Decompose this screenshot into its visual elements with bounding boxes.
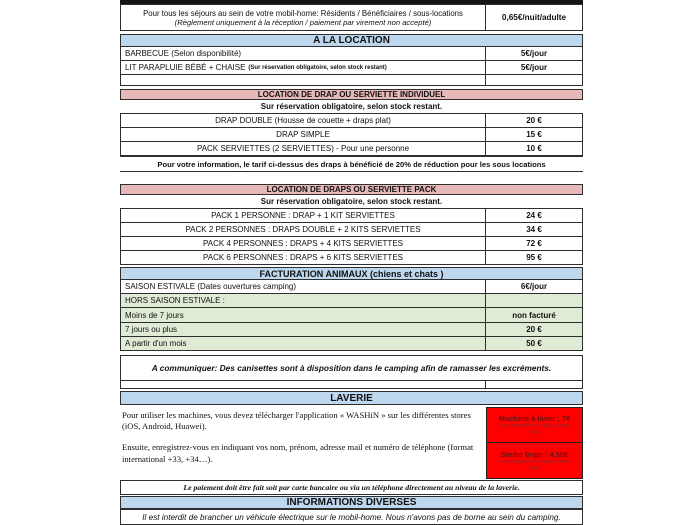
section-header-informations-diverses: INFORMATIONS DIVERSES [120,496,583,509]
animaux-canisettes-note: A communiquer: Des canisettes sont à disposition dans le camping afin de ramasser les excréments. [120,355,583,381]
row-price: 15 € [485,128,582,141]
row-label: DRAP DOUBLE (Housse de couette + draps plat) [215,116,391,125]
row-price: 50 € [485,337,582,350]
table-row [120,251,583,265]
row-label-note: (Sur réservation obligatoire, selon stock restant) [248,64,387,71]
laverie-payment-note: Le paiement doit être fait soit par carte bancaire ou via un téléphone directement au niveau de la laverie. [120,480,583,495]
drap-pack-subheader: Sur réservation obligatoire, selon stock restant. [260,197,443,206]
table-row [120,223,583,237]
table-row [120,128,583,142]
row-price [485,294,582,307]
table-row [120,208,583,223]
laverie-instructions [120,407,486,479]
machine-a-laver-price: Machine à laver : 7€ [498,414,571,424]
row-label: PACK 6 PERSONNES : DRAPS + 6 KITS SERVIETTES [203,253,403,262]
row-label: PACK 2 PERSONNES : DRAPS DOUBLE + 2 KITS SERVIETTES [185,225,421,234]
table-row [120,61,583,75]
drap-individuel-subheader: Sur réservation obligatoire, selon stock restant. [260,102,443,111]
price-sheet [120,0,583,525]
residents-fee-line1: Pour tous les séjours au sein de votre mobil-home: Résidents / Bénéficiaires / sous-locations [143,8,463,18]
row-label: PACK SERVIETTES (2 SERVIETTES) - Pour une personne [196,144,410,153]
table-row [120,294,583,308]
laverie-body [120,407,583,479]
row-price: 24 € [485,209,582,222]
row-price: 20 € [485,323,582,336]
table-row [120,280,583,294]
empty-row [120,381,583,389]
row-label: Moins de 7 jours [125,310,184,320]
section-header-drap-individuel: LOCATION DE DRAP OU SERVIETTE INDIVIDUEL [120,89,583,100]
residents-fee-row [120,4,583,31]
row-price: 5€/jour [485,61,582,74]
row-price: 5€/jour [485,47,582,60]
empty-row [120,75,583,86]
section-header-drap-pack: LOCATION DE DRAPS OU SERVIETTE PACK [120,184,583,195]
table-row [120,47,583,61]
row-price: non facturé [485,308,582,322]
row-price: 6€/jour [485,280,582,293]
row-label: SAISON ESTIVALE (Dates ouvertures camping) [125,282,297,291]
row-price: 10 € [485,142,582,155]
seche-linge-price: Sèche linge : 4,50€ [500,449,569,459]
vehicule-electrique-note: Il est interdit de brancher un véhicule électrique sur le mobil-home. Nous n'avons pas de borne au sein du camping. [120,509,583,525]
section-header-a-la-location: A LA LOCATION [120,34,583,47]
drap-individuel-footnote: Pour votre information, le tarif ci-dessus des draps à bénéficié de 20% de réduction pour les sous locations [120,156,583,172]
row-price: 72 € [485,237,582,250]
row-label: HORS SAISON ESTIVALE : [125,296,225,305]
section-header-animaux: FACTURATION ANIMAUX (chiens et chats ) [120,267,583,280]
row-label: 7 jours ou plus [125,325,178,334]
table-row [120,308,583,323]
table-row [120,337,583,351]
row-label-main: LIT PARAPLUIE BÉBÉ + CHAISE [125,63,246,72]
laverie-price-boxes [486,407,583,479]
row-label: DRAP SIMPLE [276,130,330,139]
section-header-laverie: LAVERIE [120,391,583,405]
machine-a-laver-price-box [486,407,583,443]
table-row [120,113,583,128]
row-label: PACK 1 PERSONNE : DRAP + 1 KIT SERVIETTES [211,211,395,220]
table-row [120,323,583,337]
row-price: 20 € [485,114,582,127]
seche-linge-price-box [486,443,583,479]
table-row [120,142,583,156]
seche-linge-note: (SOUS RESERVE INSTALLATION 2026) [498,458,571,470]
residents-fee-line2: (Règlement uniquement à la réception / paiement par virement non accepté) [174,17,432,27]
table-row [120,237,583,251]
laverie-paragraph-2: Ensuite, enregistrez-vous en indiquant vos nom, prénom, adresse mail et numéro de téléphone (format international +33, +34…). [122,442,474,464]
row-label: PACK 4 PERSONNES : DRAPS + 4 KITS SERVIETTES [203,239,403,248]
row-price: 95 € [485,251,582,264]
row-label: A partir d'un mois [125,339,187,348]
residents-fee-label [121,5,485,30]
row-label [121,61,485,74]
laverie-paragraph-1: Pour utiliser les machines, vous devez télécharger l'application « WASHiN » sur les différentes stores (iOS, Android, Huawei). [122,410,471,432]
row-price: 34 € [485,223,582,236]
machine-a-laver-note: (SOUS RESERVE INSTALLATION 2026) [498,423,571,435]
residents-fee-price: 0,65€/nuit/adulte [485,5,582,30]
row-label: BARBECUE (Selon disponibilité) [125,49,242,58]
